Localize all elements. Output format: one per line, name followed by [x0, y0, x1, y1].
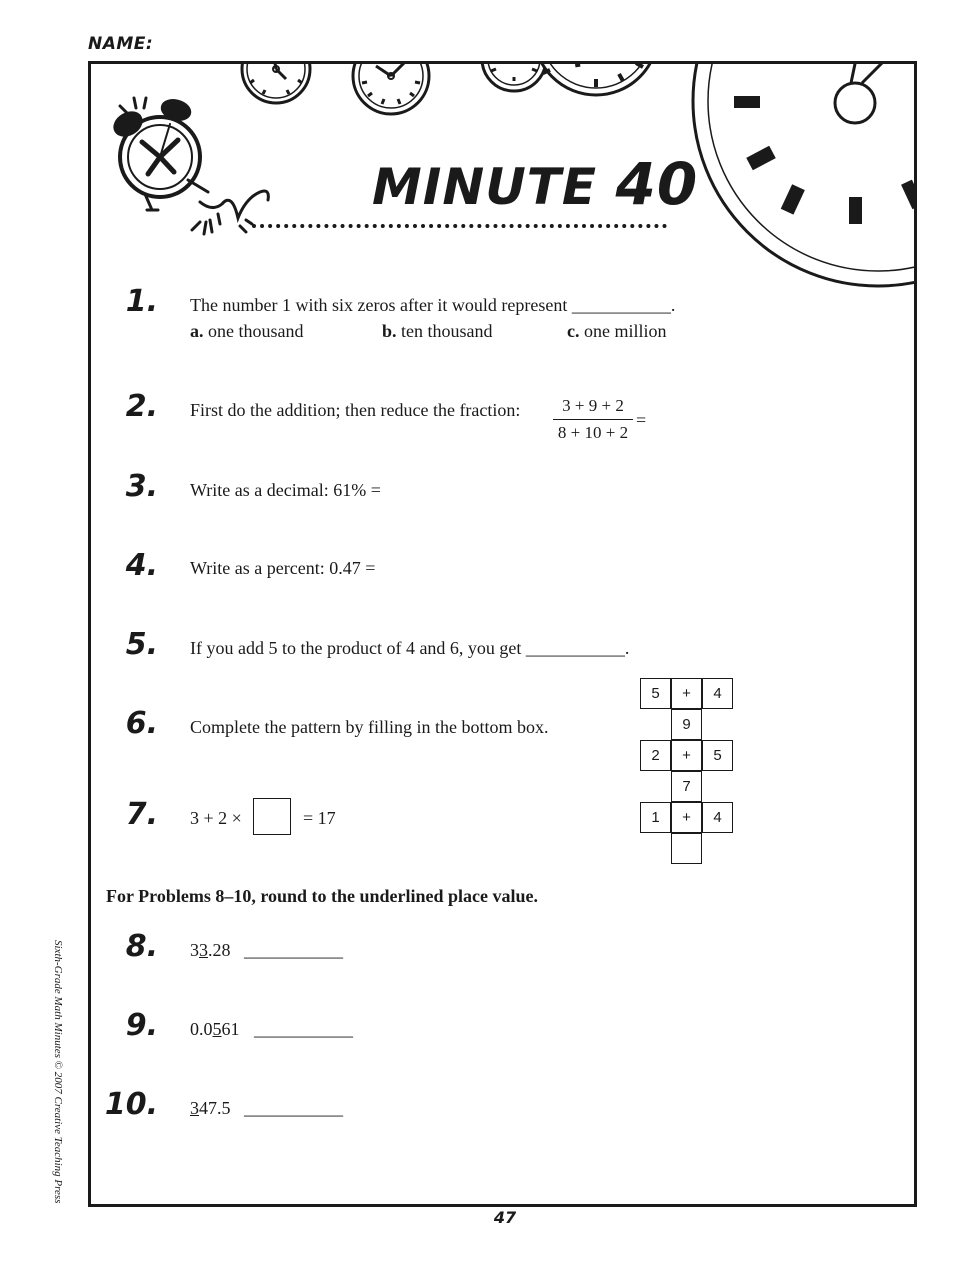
problem-5-text: If you add 5 to the product of 4 and 6, you get ___________.: [190, 638, 630, 658]
problem-9-number: 9.: [125, 1008, 158, 1043]
problem-9-value: [190, 1019, 240, 1040]
pattern-cell: 7: [671, 771, 702, 802]
pattern-cell: +: [671, 678, 702, 709]
fraction-denominator: 8 + 10 + 2: [557, 423, 629, 442]
large-clock-icon: [693, 61, 917, 286]
pattern-grid: [640, 678, 735, 868]
problem-2-number: 2.: [125, 389, 158, 424]
problem-4-text: Write as a percent: 0.47 =: [190, 558, 376, 578]
alarm-clock-icon: [100, 92, 280, 252]
option-letter: c.: [567, 321, 580, 341]
value-part: .28: [208, 940, 231, 960]
problem-8-value: [190, 940, 231, 961]
value-part: 0.0: [190, 1019, 213, 1039]
section-heading: For Problems 8–10, round to the underlined place value.: [106, 886, 539, 906]
problem-10-answer-blank[interactable]: ___________: [244, 1098, 343, 1118]
option-text: ten thousand: [401, 321, 493, 341]
problem-1-option-b[interactable]: [382, 321, 493, 342]
medium-clock-icon: [534, 61, 658, 95]
underlined-digit: 3: [190, 1098, 199, 1118]
problem-7-number: 7.: [125, 797, 158, 832]
page-number: 47: [493, 1208, 517, 1227]
pattern-cell: 5: [702, 740, 733, 771]
pattern-cell: 1: [640, 802, 671, 833]
title-dotted-rule: [252, 224, 667, 228]
option-text: one million: [584, 321, 667, 341]
problem-1-number: 1.: [125, 284, 158, 319]
problem-4-number: 4.: [125, 548, 158, 583]
pattern-cell: 4: [702, 802, 733, 833]
pattern-cell: +: [671, 740, 702, 771]
value-part: 47.5: [199, 1098, 231, 1118]
problem-6-number: 6.: [125, 706, 158, 741]
fraction-numerator: 3 + 9 + 2: [553, 396, 633, 420]
problem-2-equals: =: [636, 410, 647, 430]
pattern-cell: 2: [640, 740, 671, 771]
value-part: 61: [221, 1019, 240, 1039]
problem-6-text: Complete the pattern by filling in the bottom box.: [190, 717, 549, 737]
problem-5-number: 5.: [125, 627, 158, 662]
option-letter: a.: [190, 321, 204, 341]
problem-1-option-a[interactable]: [190, 321, 303, 342]
problem-3-number: 3.: [125, 469, 158, 504]
side-credit: Sixth-Grade Math Minutes © 2007 Creative Teaching Press: [52, 940, 64, 1204]
pattern-cell: 9: [671, 709, 702, 740]
underlined-digit: 3: [199, 940, 208, 960]
problem-2-text: First do the addition; then reduce the fraction:: [190, 400, 521, 420]
problem-8-number: 8.: [125, 929, 158, 964]
problem-10-value: [190, 1098, 231, 1119]
problem-7-text-before: 3 + 2 ×: [190, 808, 242, 828]
problem-9-answer-blank[interactable]: ___________: [254, 1019, 353, 1039]
problem-7-text-after: = 17: [303, 808, 336, 828]
problem-10-number: 10.: [104, 1087, 158, 1122]
name-label: NAME:: [88, 34, 154, 54]
problem-8-answer-blank[interactable]: ___________: [244, 940, 343, 960]
problem-2-fraction: [553, 396, 633, 443]
page-title: [372, 150, 698, 218]
pattern-cell: 4: [702, 678, 733, 709]
pattern-answer-box[interactable]: [671, 833, 702, 864]
option-letter: b.: [382, 321, 397, 341]
problem-7-answer-box[interactable]: [253, 798, 291, 835]
option-text: one thousand: [208, 321, 304, 341]
small-clock-icon: [353, 61, 429, 114]
problem-3-text: Write as a decimal: 61% =: [190, 480, 381, 500]
value-part: 3: [190, 940, 199, 960]
pattern-cell: +: [671, 802, 702, 833]
title-word: MINUTE: [372, 158, 598, 216]
underlined-digit: 5: [212, 1019, 222, 1039]
problem-1-text: The number 1 with six zeros after it would represent ___________.: [190, 295, 676, 315]
small-clock-icon: [482, 61, 546, 91]
problem-1-option-c[interactable]: [567, 321, 667, 342]
pattern-cell: 5: [640, 678, 671, 709]
title-number: 40: [615, 150, 699, 218]
